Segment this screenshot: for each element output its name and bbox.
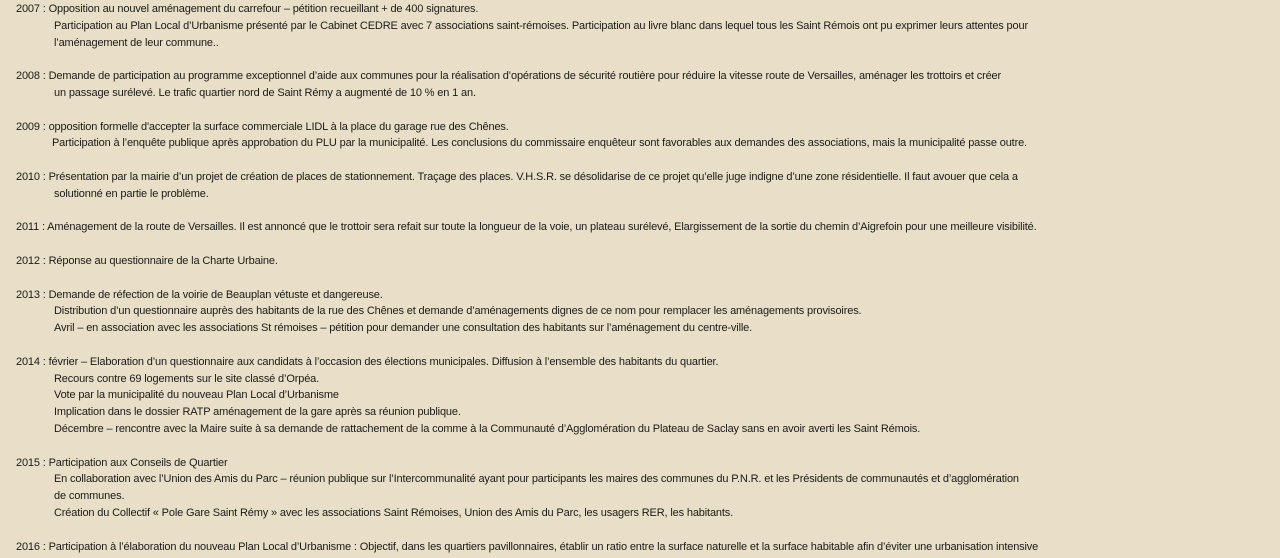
entry-2013: [16, 287, 1280, 337]
entry-line: de communes.: [54, 490, 125, 503]
entry-line: 2015 : Participation aux Conseils de Quartier: [16, 456, 228, 469]
entry-line: 2007 : Opposition au nouvel aménagement du carrefour – pétition recueillant + de 400 signatures.: [16, 3, 479, 15]
entry-line: 2012 : Réponse au questionnaire de la Charte Urbaine.: [16, 254, 278, 267]
entry-line: En collaboration avec l’Union des Amis du Parc – réunion publique sur l’Intercommunalité ayant pour participants les maires des communes du P.N.R. et les Présidents de communautés et d’agglomération: [54, 473, 1019, 486]
entry-2015: [16, 455, 1280, 522]
entry-line: Avril – en association avec les associations St rémoises – pétition pour demander une consultation des habitants sur l’aménagement du centre-ville.: [54, 322, 753, 335]
entry-line: 2011 : Aménagement de la route de Versailles. Il est annoncé que le trottoir sera refait sur toute la longueur de la voie, un plateau surélevé, Elargissement de la sortie du chemin d’Aigrefoin pour une meilleure visibilité.: [16, 221, 1037, 234]
entry-line: Implication dans le dossier RATP aménagement de la gare après sa réunion publique.: [54, 406, 461, 419]
entry-line: Recours contre 69 logements sur le site classé d’Orpéa.: [54, 372, 320, 385]
entry-2014: [16, 354, 1280, 438]
entry-line: solutionné en partie le problème.: [54, 187, 209, 200]
entry-line: 2014 : février – Elaboration d’un questionnaire aux candidats à l’occasion des élections municipales. Diffusion à l’ensemble des habitants du quartier.: [16, 355, 719, 368]
entry-2011: [16, 219, 1280, 236]
entry-line: Vote par la municipalité du nouveau Plan Local d’Urbanisme: [54, 389, 339, 402]
entry-line: Décembre – rencontre avec la Maire suite à sa demande de rattachement de la comme à la Communauté d’Agglomération du Plateau de Saclay sans en avoir averti les Saint Rémois.: [54, 422, 921, 435]
entry-2010: [16, 169, 1280, 203]
entry-line: Création du Collectif « Pole Gare Saint Rémy » avec les associations Saint Rémoises, Union des Amis du Parc, les usagers RER, les habitants.: [54, 506, 734, 519]
entry-2009: [16, 119, 1280, 153]
entry-2016: [16, 539, 1280, 556]
entry-2012: [16, 253, 1280, 270]
entry-line: 2009 : opposition formelle d'accepter la surface commerciale LIDL à la place du garage rue des Chênes.: [16, 120, 509, 133]
entry-2008: [16, 68, 1280, 102]
entry-line: Participation au Plan Local d’Urbanisme présenté par le Cabinet CEDRE avec 7 associations saint-rémoises. Participation au livre blanc dans lequel tous les Saint Rémois ont pu exprimer leurs attentes pour: [54, 19, 1028, 32]
entry-line: un passage surélevé. Le trafic quartier nord de Saint Rémy a augmenté de 10 % en 1 an.: [54, 86, 476, 99]
entry-line: Participation à l’enquête publique après approbation du PLU par la municipalité. Les conclusions du commissaire enquêteur sont favorables aux demandes des associations, mais la municipalité passe outre.: [52, 137, 1027, 150]
entry-line: 2008 : Demande de participation au programme exceptionnel d’aide aux communes pour la réalisation d’opérations de sécurité routière pour réduire la vitesse route de Versailles, aménager les trottoirs et créer: [16, 70, 1002, 83]
entry-line: 2013 : Demande de réfection de la voirie de Beauplan vétuste et dangereuse.: [16, 288, 383, 301]
entry-line: l’aménagement de leur commune..: [54, 36, 219, 49]
entry-line: 2010 : Présentation par la mairie d’un projet de création de places de stationnement. Traçage des places. V.H.S.R. se désolidarise de ce projet qu’elle juge indigne d’une zone résidentielle. Il faut avouer que cela a: [16, 170, 1018, 183]
entry-line: Distribution d’un questionnaire auprès des habitants de la rue des Chênes et demande d’aménagements dignes de ce nom pour remplacer les aménagements provisoires.: [54, 305, 862, 318]
entry-line: 2016 : Participation à l’élaboration du nouveau Plan Local d’Urbanisme : Objectif, dans les quartiers pavillonnaires, établir un ratio entre la surface naturelle et la surface habitable afin d’éviter une urbanisation intensive: [16, 540, 1039, 553]
entry-2007: [16, 1, 1280, 51]
